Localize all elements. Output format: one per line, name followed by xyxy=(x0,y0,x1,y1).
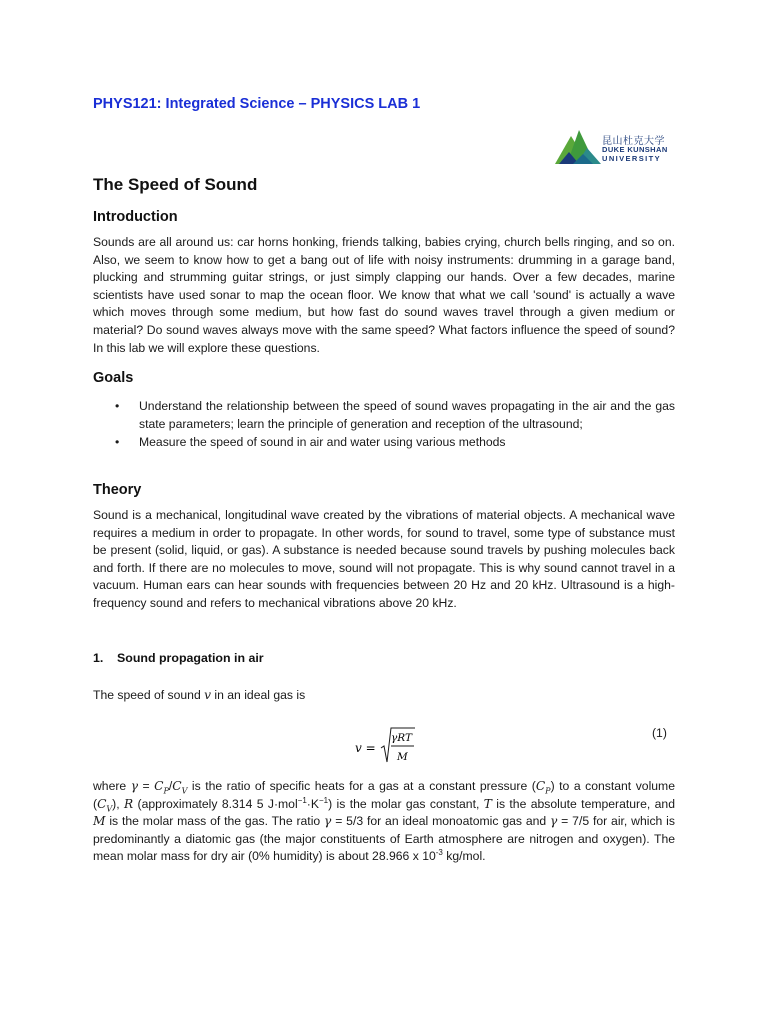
bullet-icon: • xyxy=(115,435,120,450)
document-title: The Speed of Sound xyxy=(93,175,258,194)
equation-denominator: M xyxy=(397,751,408,763)
bullet-icon: • xyxy=(115,399,120,413)
equation-number: (1) xyxy=(652,726,667,740)
university-logo xyxy=(555,128,675,166)
logo-name-line2: UNIVERSITY xyxy=(602,154,662,163)
equation-explanation: where $\gamma = C_P/C_V$ is the ratio of specific heats for a gas at a constant pressure $(C_P)$ to a constant volume $(C_V)$, R (approximately 8.314 5 $J\cdot mol^{-1}\cdot K^{-1}$) is the molar gas constant, T is the absolute temperature, and M is the molar mass of the gas. The ratio γ = 5/3 for an ideal monoatomic gas and γ = 7/5 for air, which is predominantly a diatomic gas (the major constituents of Earth atmosphere are nitrogen and oxygen). The mean molar mass for dry air (0% humidity) is about 28.966 x $10^{-3}$ kg/mol. xyxy=(93,779,675,864)
course-title: PHYS121: Integrated Science – PHYSICS LAB 1 xyxy=(93,96,421,112)
mountain-logo-icon xyxy=(555,128,601,166)
speed-intro-text: The speed of sound v in an ideal gas is xyxy=(93,688,306,702)
goal-text: Measure the speed of sound in air and water using various methods xyxy=(139,435,506,450)
goal-item xyxy=(93,434,675,452)
theory-heading: Theory xyxy=(93,482,142,498)
goal-item xyxy=(93,398,675,433)
goals-heading: Goals xyxy=(93,370,134,386)
section-number: 1. xyxy=(93,651,104,665)
section-1-heading xyxy=(93,651,264,665)
introduction-text: Sounds are all around us: car horns honking, friends talking, babies crying, church bells ringing, and so on. Also, we seem to know how to get a bang out of life with noisy instruments: drumming in a garage band, plucking and strumming guitar strings, or just simply clapping our hands. Over a few decades, marine scientists have used sonar to map the ocean floor. We know that what we call 'sound' is actually a wave which moves through some medium, but how fast do sound waves travel through a given medium or material? Do sound waves always move with the same speed? What factors influence the speed of sound? In this lab we will explore these questions. xyxy=(93,235,675,355)
goals-list xyxy=(93,398,675,453)
theory-text: Sound is a mechanical, longitudinal wave created by the vibrations of material objects. A mechanical wave requires a medium in order to propagate. In other words, for sound to travel, some type of substance must be present (solid, liquid, or gas). A substance is needed because sound travels by pushing molecules back and forth. If there are no molecules to move, sound will not propagate. This is why sound cannot travel in a vacuum. Human ears can hear sounds with frequencies between 20 Hz and 20 kHz. Ultrasound is a high-frequency sound and refers to mechanical vibrations above 20 kHz. xyxy=(93,508,675,610)
equation-numerator: γRT xyxy=(391,732,412,744)
section-title: Sound propagation in air xyxy=(117,651,264,665)
logo-chinese-name: 昆山杜克大学 xyxy=(602,136,665,147)
introduction-heading: Introduction xyxy=(93,209,178,225)
equation-lhs: v = xyxy=(355,741,376,755)
logo-name-line1: DUKE KUNSHAN xyxy=(602,145,668,154)
goal-text: Understand the relationship between the speed of sound waves propagating in the air and the gas state parameters; learn the principle of generation and reception of the ultrasound; xyxy=(139,399,675,431)
speed-of-sound-equation xyxy=(355,724,425,768)
